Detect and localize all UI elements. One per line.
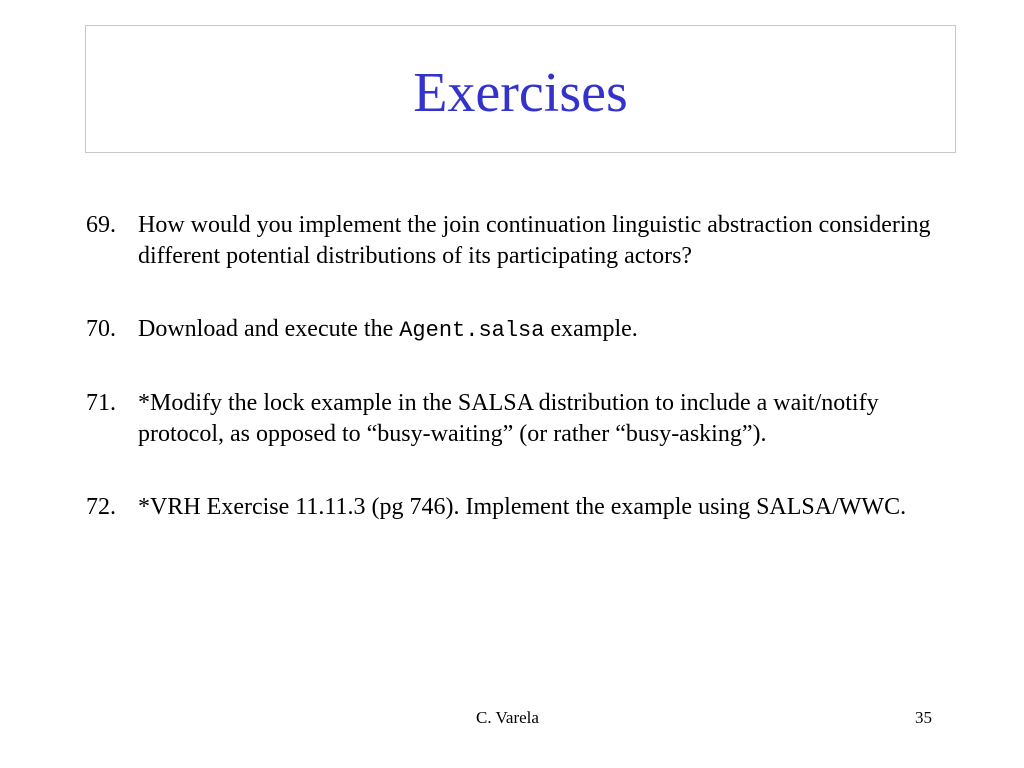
exercise-item (86, 492, 966, 523)
title-box (85, 25, 956, 153)
exercise-number: 69. (86, 212, 116, 238)
slide-title: Exercises (413, 62, 628, 124)
exercise-text-after: example. (544, 316, 638, 342)
exercise-item (86, 314, 966, 346)
exercise-item (86, 210, 966, 272)
exercise-text: *Modify the lock example in the SALSA distribution to include a wait/notify protocol, as opposed to “busy-waiting” (or rather “busy-asking”). (138, 390, 879, 447)
code-filename: Agent.salsa (399, 318, 545, 343)
exercise-text-before: Download and execute the (138, 316, 400, 342)
exercise-text: *VRH Exercise 11.11.3 (pg 746). Implement the example using SALSA/WWC. (138, 494, 907, 520)
exercise-item (86, 388, 966, 450)
exercise-list (86, 210, 966, 565)
exercise-number: 71. (86, 390, 116, 416)
exercise-text (138, 314, 966, 346)
page-number: 35 (915, 708, 932, 727)
exercise-number: 72. (86, 494, 116, 520)
footer-author: C. Varela (476, 708, 539, 727)
exercise-text: How would you implement the join continuation linguistic abstraction considering different potential distributions of its participating actors? (138, 212, 931, 269)
exercise-number: 70. (86, 316, 116, 342)
